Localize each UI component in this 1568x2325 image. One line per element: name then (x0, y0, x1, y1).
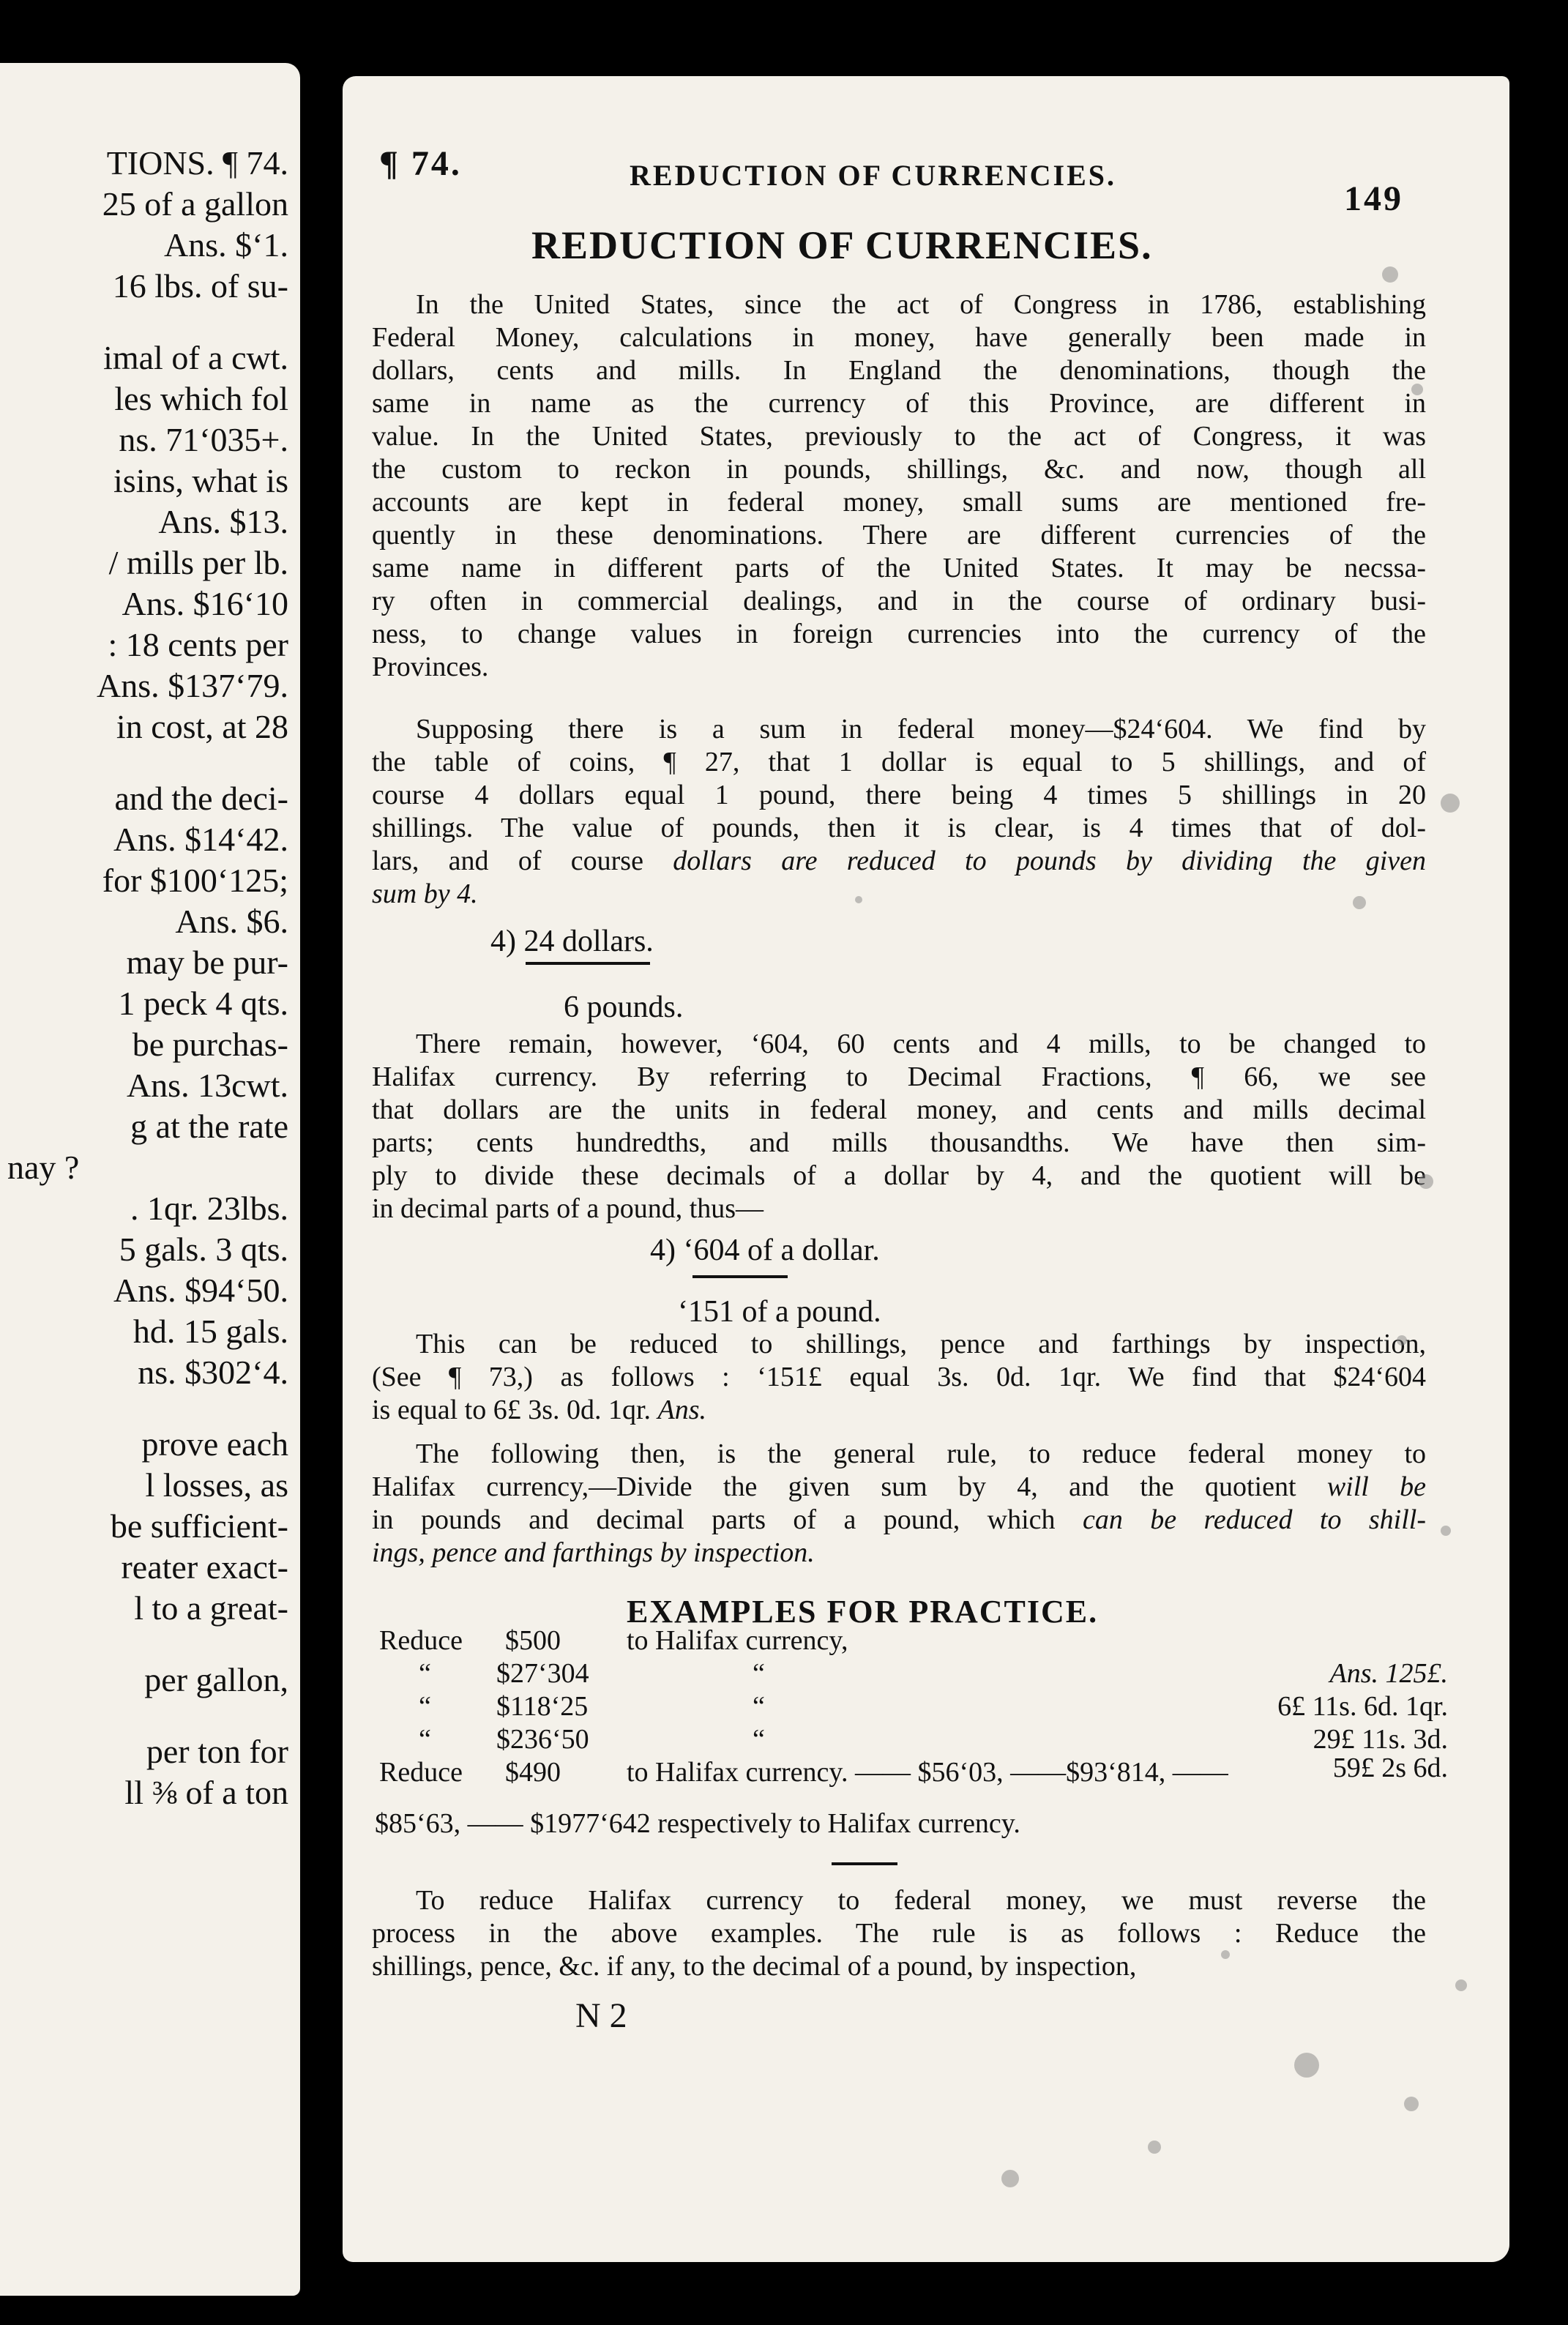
intro-lines-line: Provinces. (372, 652, 489, 682)
left-page-line: 25 of a gallon (102, 185, 288, 223)
suppose-lines-line: sum by 4. (372, 878, 478, 909)
example-amount: $236‘50 (496, 1724, 589, 1755)
example-amount: $27‘304 (496, 1658, 589, 1689)
left-page-line: Ans. $13. (158, 503, 288, 540)
reduce-lines-line: (See ¶ 73,) as follows : ‘151£ equal 3s. 0d. 1qr. We find that $24‘604 (372, 1362, 1426, 1392)
left-page-line: and the deci- (114, 780, 288, 817)
example-amount: $490 (505, 1757, 561, 1788)
left-page-line: : 18 cents per (108, 626, 288, 663)
left-page-line: Ans. $94‘50. (113, 1272, 288, 1309)
remain-lines-line: that dollars are the units in federal money, and cents and mills decimal (372, 1094, 1426, 1125)
remain-lines-line: in decimal parts of a pound, thus— (372, 1193, 764, 1224)
left-page-line: per gallon, (144, 1661, 288, 1698)
left-page-line: imal of a cwt. (103, 339, 288, 376)
main-page (343, 76, 1509, 2262)
suppose-lines-line: lars, and of course dollars are reduced to pounds by dividing the given (372, 846, 1426, 876)
reduce-lines-line: is equal to 6£ 3s. 0d. 1qr. Ans. (372, 1395, 707, 1425)
example-answer: 59£ 2s 6d. (1332, 1753, 1448, 1783)
left-page-line: TIONS. ¶ 74. (106, 144, 288, 182)
example-amount: $500 (505, 1625, 561, 1656)
left-page-line: 5 gals. 3 qts. (119, 1231, 288, 1268)
example-text: to Halifax currency, (627, 1625, 848, 1656)
left-page-line: reater exact- (121, 1548, 288, 1586)
left-page-line: nay ? (7, 1149, 80, 1186)
left-page-line: ll ⅜ of a ton (124, 1774, 288, 1811)
remain-lines-line: Halifax currency. By referring to Decimal Fractions, ¶ 66, we see (372, 1061, 1426, 1092)
example-row (379, 1657, 1448, 1690)
left-page-line: les which fol (114, 380, 288, 417)
paper-stain (855, 896, 862, 903)
left-page-line: g at the rate (130, 1108, 288, 1145)
remain-lines-line: ply to divide these decimals of a dollar by 4, and the quotient will be (372, 1160, 1426, 1191)
intro-lines-line: same in name as the currency of this Province, are different in (372, 388, 1426, 419)
paper-stain (1382, 266, 1398, 283)
example-text: “ (753, 1658, 765, 1689)
reverse-paragraph (372, 1884, 1426, 1983)
rule-lines-line: in pounds and decimal parts of a pound, which can be reduced to shill- (372, 1504, 1426, 1535)
left-page-line: Ans. $137‘79. (97, 667, 288, 704)
paper-stain (1404, 2097, 1419, 2111)
division-decimal: 4) ‘604 of a dollar. (650, 1234, 880, 1267)
example-answer: Ans. 125£. (1329, 1658, 1448, 1689)
division-dollars: 4) 24 dollars. (490, 925, 654, 958)
suppose-lines-line: shillings. The value of pounds, then it is clear, is 4 times that of dol- (372, 813, 1426, 843)
left-page-line: hd. 15 gals. (132, 1313, 288, 1350)
example-lead: Reduce (379, 1757, 463, 1788)
quotient-decimal: ‘151 of a pound. (678, 1295, 881, 1329)
example-row (379, 1723, 1448, 1755)
example-text: to Halifax currency. —— $56‘03, ——$93‘814, —— (627, 1757, 1228, 1788)
paper-stain (1441, 1526, 1451, 1536)
page-title: REDUCTION OF CURRENCIES. (531, 223, 1153, 267)
paper-stain (1441, 794, 1460, 813)
left-page-line: Ans. $‘1. (164, 226, 288, 264)
left-page-line: ns. 71‘035+. (119, 421, 288, 458)
division-rule (526, 962, 650, 965)
intro-lines-line: accounts are kept in federal money, small sums are mentioned fre- (372, 487, 1426, 518)
intro-lines-line: dollars, cents and mills. In England the denominations, though the (372, 355, 1426, 386)
example-row (379, 1624, 1404, 1657)
left-page-line: 16 lbs. of su- (112, 267, 288, 305)
intro-lines-line: ry often in commercial dealings, and in the course of ordinary busi- (372, 586, 1426, 616)
left-page-line: 1 peck 4 qts. (118, 985, 288, 1022)
intro-paragraph (372, 288, 1426, 684)
section-mark: ¶ 74. (379, 144, 462, 183)
left-page-line: for $100‘125; (102, 862, 288, 899)
page-number: 149 (1344, 179, 1403, 218)
intro-lines-line: the custom to reckon in pounds, shillings, &c. and now, though all (372, 454, 1426, 485)
example-lead: “ (419, 1691, 431, 1722)
rule-paragraph (372, 1438, 1426, 1570)
running-head: REDUCTION OF CURRENCIES. (630, 159, 1117, 192)
example-lead: Reduce (379, 1625, 463, 1656)
remain-lines-line: parts; cents hundredths, and mills thousandths. We have then sim- (372, 1127, 1426, 1158)
intro-lines-line: value. In the United States, previously to the act of Congress, it was (372, 421, 1426, 452)
suppose-paragraph (372, 713, 1426, 911)
reverse-lines-line: shillings, pence, &c. if any, to the decimal of a pound, by inspection, (372, 1951, 1137, 1982)
paper-stain (1419, 1174, 1433, 1189)
suppose-lines-line: Supposing there is a sum in federal money—$24‘604. We find by (416, 714, 1426, 744)
left-page-line: ns. $302‘4. (138, 1354, 288, 1391)
suppose-lines-line: course 4 dollars equal 1 pound, there being 4 times 5 shillings in 20 (372, 780, 1426, 810)
left-page-line: per ton for (146, 1733, 288, 1770)
left-page-line: l to a great- (134, 1589, 288, 1627)
left-page-line: in cost, at 28 (116, 708, 288, 745)
left-page-line: / mills per lb. (108, 544, 288, 581)
paper-stain (1411, 384, 1423, 395)
reverse-lines-line: To reduce Halifax currency to federal money, we must reverse the (416, 1885, 1426, 1916)
quotient-pounds: 6 pounds. (564, 990, 684, 1024)
intro-lines-line: quently in these denominations. There are different currencies of the (372, 520, 1426, 551)
left-page-line: be purchas- (132, 1026, 288, 1063)
reverse-lines-line: process in the above examples. The rule is as follows : Reduce the (372, 1918, 1426, 1949)
left-page-line: prove each (141, 1425, 288, 1463)
example-row (379, 1753, 1448, 1788)
example-amount: $118‘25 (496, 1691, 589, 1722)
intro-lines-line: ness, to change values in foreign currencies into the currency of the (372, 619, 1426, 649)
reduce-lines-line: This can be reduced to shillings, pence and farthings by inspection, (416, 1329, 1426, 1359)
paper-stain (1353, 896, 1366, 909)
paper-stain (1397, 1335, 1407, 1346)
section-rule (832, 1862, 897, 1865)
paper-stain (1455, 1979, 1467, 1991)
examples-last-line: $85‘63, —— $1977‘642 respectively to Halifax currency. (375, 1808, 1020, 1839)
rule-lines-line: ings, pence and farthings by inspection. (372, 1537, 815, 1568)
rule-lines-line: Halifax currency,—Divide the given sum by 4, and the quotient will be (372, 1471, 1426, 1502)
examples-heading: EXAMPLES FOR PRACTICE. (627, 1594, 1099, 1630)
example-answer: 6£ 11s. 6d. 1qr. (1277, 1691, 1448, 1722)
example-answer: 29£ 11s. 3d. (1313, 1724, 1448, 1755)
signature-mark: N 2 (575, 1996, 627, 2035)
paper-stain (1148, 2141, 1161, 2154)
left-page-line: . 1qr. 23lbs. (130, 1190, 288, 1227)
left-page-line: may be pur- (126, 944, 288, 981)
suppose-lines-line: the table of coins, ¶ 27, that 1 dollar is equal to 5 shillings, and of (372, 747, 1426, 777)
intro-lines-line: In the United States, since the act of Congress in 1786, establishing (416, 289, 1426, 320)
rule-lines-line: The following then, is the general rule, to reduce federal money to (416, 1438, 1426, 1469)
example-lead: “ (419, 1724, 431, 1755)
left-page-line: Ans. $16‘10 (122, 585, 288, 622)
example-lead: “ (419, 1658, 431, 1689)
left-page-line: be sufficient- (110, 1507, 288, 1545)
intro-lines-line: same name in different parts of the United States. It may be necssa- (372, 553, 1426, 583)
reduce-paragraph (372, 1328, 1426, 1427)
paper-stain (1001, 2170, 1019, 2187)
remain-lines-line: There remain, however, ‘604, 60 cents and 4 mills, to be changed to (416, 1029, 1426, 1059)
example-text: “ (753, 1691, 765, 1722)
intro-lines-line: Federal Money, calculations in money, have generally been made in (372, 322, 1426, 353)
left-page-line: Ans. 13cwt. (126, 1067, 288, 1104)
paper-stain (1294, 2053, 1319, 2078)
left-page-line: Ans. $6. (175, 903, 288, 940)
left-page-line: Ans. $14‘42. (113, 821, 288, 858)
division-rule-2 (692, 1275, 788, 1278)
remain-paragraph (372, 1028, 1426, 1225)
left-page-fragment (0, 63, 300, 2296)
paper-stain (1221, 1950, 1230, 1959)
left-page-line: l losses, as (145, 1466, 288, 1504)
example-text: “ (753, 1724, 765, 1755)
example-row (379, 1690, 1448, 1723)
left-page-line: isins, what is (113, 462, 288, 499)
